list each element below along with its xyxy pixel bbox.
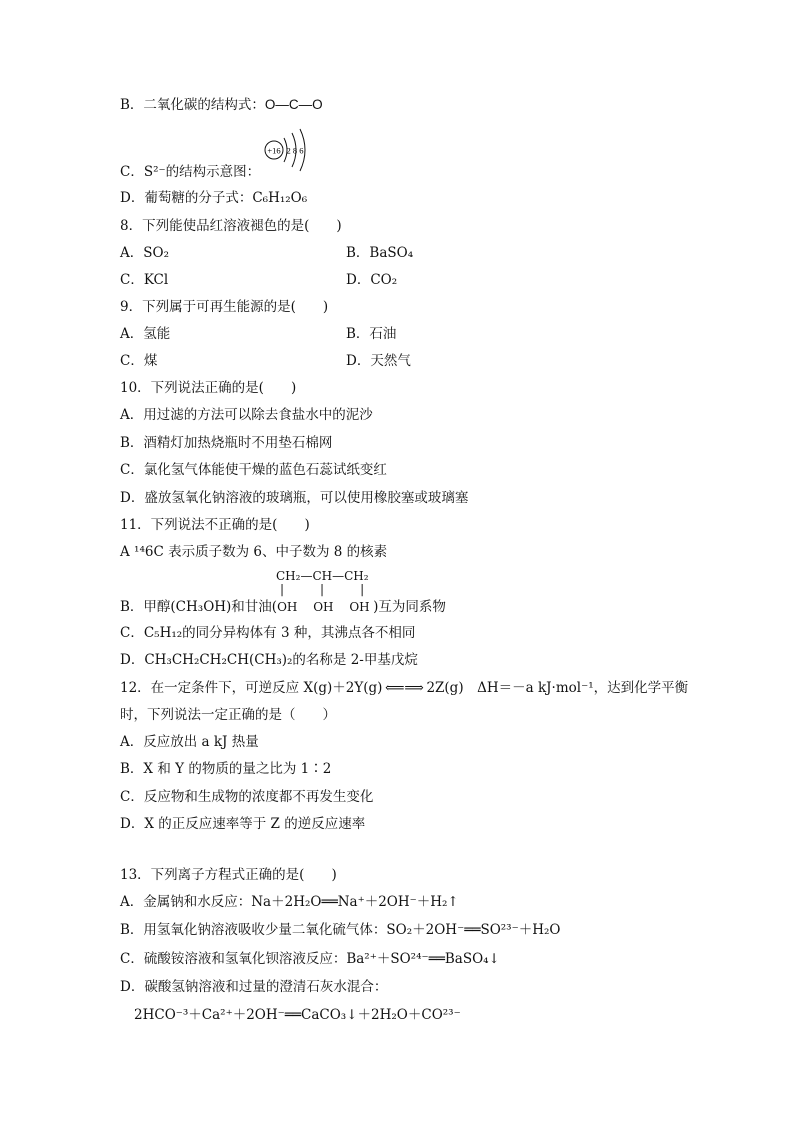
q9-row2 [120, 352, 411, 370]
q12-option-c: C．反应物和生成物的浓度都不再发生变化 [120, 789, 374, 805]
q11-option-d: D．CH₃CH₂CH₂CH(CH₃)₂的名称是 2-甲基戊烷 [120, 652, 418, 668]
q8-row1 [120, 244, 414, 262]
q13-option-d-equation: 2HCO⁻³＋Ca²⁺＋2OH⁻══CaCO₃↓＋2H₂O＋CO²³⁻ [134, 1007, 461, 1023]
q7-option-b [120, 96, 323, 114]
q13-option-a: A．金属钠和水反应：Na＋2H₂O══Na⁺＋2OH⁻＋H₂↑ [120, 894, 459, 910]
q9-option-a: A．氢能 [120, 326, 171, 342]
q12-option-b: B．X 和 Y 的物质的量之比为 1∶2 [120, 761, 332, 777]
q10-option-a: A．用过滤的方法可以除去食盐水中的泥沙 [120, 407, 373, 423]
q12-stem [120, 679, 688, 697]
atom-shell-labels: 2 8 6 [286, 145, 304, 156]
q12-stem-line2: 时，下列说法一定正确的是（ ） [120, 707, 336, 723]
q11-stem: 11．下列说法不正确的是( ) [120, 517, 310, 533]
q10-stem: 10．下列说法正确的是( ) [120, 380, 297, 396]
glycerol-bonds: | | | [280, 582, 365, 596]
q12-option-d: D．X 的正反应速率等于 Z 的逆反应速率 [120, 816, 366, 832]
q8-stem: 8．下列能使品红溶液褪色的是( ) [120, 218, 342, 234]
q9-stem: 9．下列属于可再生能源的是( ) [120, 299, 329, 315]
q11-option-b-prefix: B．甲醇(CH₃OH)和甘油( [120, 599, 278, 615]
q11-option-b-suffix: )互为同系物 [373, 599, 446, 615]
sulfide-ion-structure-diagram [258, 126, 318, 172]
q12-stem-part1: 12．在一定条件下，可逆反应 X(g)＋2Y(g) [120, 680, 383, 696]
q12-option-a: A．反应放出 a kJ 热量 [120, 734, 259, 750]
q8-option-c: C．KCl [120, 272, 169, 288]
q7-option-c: C．S²⁻的结构示意图： [120, 164, 261, 180]
q10-option-b: B．酒精灯加热烧瓶时不用垫石棉网 [120, 435, 333, 451]
q13-stem: 13．下列离子方程式正确的是( ) [120, 867, 337, 883]
q13-option-d: D．碳酸氢钠溶液和过量的澄清石灰水混合： [120, 979, 388, 995]
q7-option-d [120, 189, 307, 207]
q9-row1 [120, 325, 397, 343]
q8-option-a: A．SO₂ [120, 245, 169, 261]
glycerol-hydroxyls: OH OH OH [277, 600, 370, 614]
q10-option-d: D．盛放氢氧化钠溶液的玻璃瓶，可以使用橡胶塞或玻璃塞 [120, 490, 469, 506]
q13-option-b: B．用氢氧化钠溶液吸收少量二氧化硫气体：SO₂＋2OH⁻══SO²³⁻＋H₂O [120, 922, 561, 938]
q8-option-b: B．BaSO₄ [346, 245, 414, 261]
q11-option-a: A ¹⁴6C 表示质子数为 6、中子数为 8 的核素 [120, 544, 388, 560]
glucose-formula: C₆H₁₂O₆ [252, 190, 308, 206]
q8-option-d: D．CO₂ [346, 272, 398, 288]
q8-row2 [120, 271, 398, 289]
glycerol-top: CH₂—CH—CH₂ [276, 569, 369, 583]
q10-option-c: C．氯化氢气体能使干燥的蓝色石蕊试纸变红 [120, 462, 387, 478]
glycerol-structure [276, 570, 369, 596]
q13-option-c: C．硫酸铵溶液和氢氧化钡溶液反应：Ba²⁺＋SO²⁴⁻══BaSO₄↓ [120, 951, 500, 967]
co2-structure: O—C—O [264, 97, 323, 112]
equilibrium-arrow: ⟸⟹ [385, 680, 424, 696]
q9-option-c: C．煤 [120, 353, 158, 369]
q7-option-d-text: D．葡萄糖的分子式： [120, 190, 253, 206]
q11-option-b [120, 598, 446, 616]
q12-stem-part2: 2Z(g) ΔH＝－a kJ·mol⁻¹，达到化学平衡 [426, 680, 689, 696]
q9-option-b: B．石油 [346, 326, 397, 342]
q9-option-d: D．天然气 [346, 353, 411, 369]
q11-option-c: C．C₅H₁₂的同分异构体有 3 种，其沸点各不相同 [120, 625, 416, 641]
atom-nucleus-label: +16 [267, 145, 281, 156]
q7-option-b-text: B．二氧化碳的结构式： [120, 97, 265, 113]
